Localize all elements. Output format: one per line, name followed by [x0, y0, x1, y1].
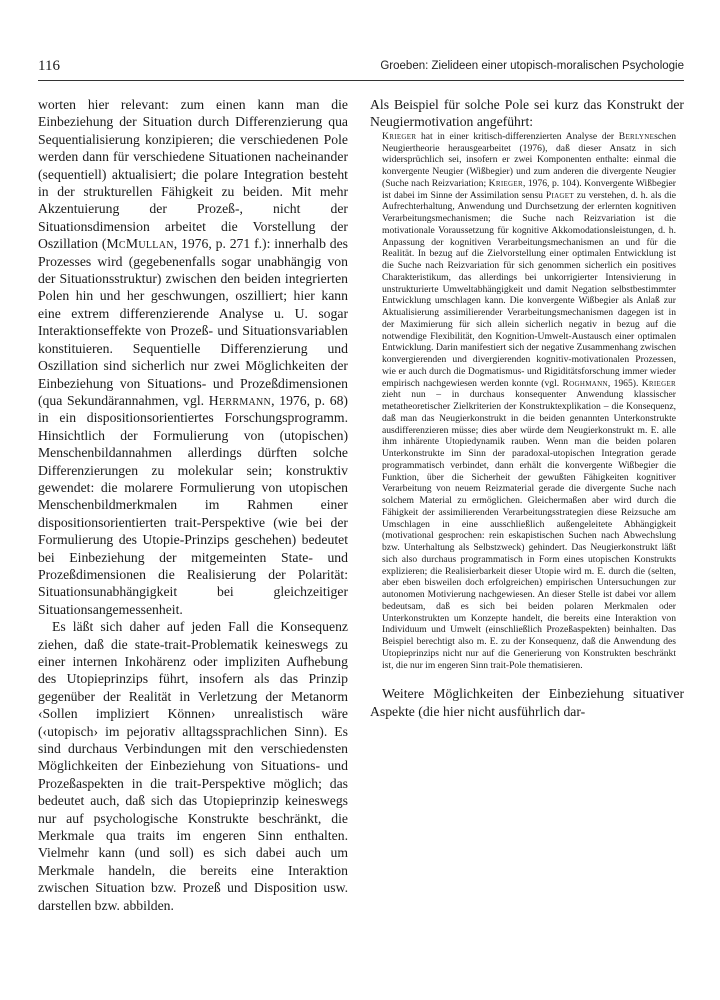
text-run: , 1965). [607, 377, 642, 389]
block-quote [382, 131, 676, 672]
author-name: Roghmann [562, 377, 608, 389]
author-name: Krieger [382, 130, 417, 142]
author-name: Berlyne [618, 130, 655, 142]
page-number: 116 [38, 58, 60, 74]
author-name: McMullan [106, 236, 174, 252]
text-run: hat in einer kritisch-differenzierten Analyse der [416, 130, 619, 142]
text-run: schen Neugiertheorie herausgearbeitet (1976), daß dieser Ansatz in sich widersprüchlich sei, insofern er zwei Komponenten enthalte: einmal die konvergente Neugier (Wißbegier) und zum anderen die divergente Neugier (Suche nach Reizvariation; [382, 130, 676, 189]
author-name: Krieger [641, 377, 676, 389]
right-tail-paragraph: Weitere Möglichkeiten der Einbeziehung situativer Aspekte (die hier nicht ausführlich dar- [370, 686, 684, 719]
text-run: zieht nun – in durchaus konsequenter Anwendung klassischer metatheoretischer Zielkriterien der Konstruktexplikation – die Konsequenz, daß man das Neugierkonstrukt in die beiden genannten Unterkonstrukte ausdifferenzieren müsse; dies aber würde dem Neugierkonstrukt m. E. alle ihm inhärente Utopiedynamik rauben. Wenn man die beiden polaren Unterkonstrukte im Sinn der paradoxal-utopischen Integration gerade programmatisch verbindet, dann erhält die konvergente Wißbegier die Funktion, über die Sicherheit der gewußten Fähigkeiten kognitiver Verarbeitung von neuem Reizmaterial gerade die divergente Suche nach solchem Material zu ermöglichen. Gleichermaßen aber wird durch die Fähigkeit der assimilierenden Verarbeitungsstrategien diese Reizsuche am Umschlagen in eine ausschließlich außengeleitete Abhängigkeit (motivational gesprochen: rein eskapistischen Suchen nach Abwechslung bzw. Unterhaltung als Selbstzweck) gehindert. Das Neugierkonstrukt läßt sich also durchaus programmatisch in Form eines utopischen Konstrukts explizieren; die Realisierbarkeit dieser Utopie wird m. E. durch die (selten, aber eben bisweilen doch erfolgreichen) empirischen Untersuchungen zur autonomen Motivierung nachgewiesen. An dieser Stelle ist dabei vor allem bedeutsam, daß es sich bei beiden polaren Merkmalen oder Unterkonstrukten um Konzepte handelt, die bereits eine Interaktion von Individuum und Umwelt (einschließlich Prozeßaspekten) beinhalten. Das Beispiel berechtigt also m. E. zu der Konsequenz, daß die Anwendung des Utopieprinzips nicht nur auf die Generierung von Konstrukten beschränkt ist, die nur im engeren Sinn trait-Pole thematisieren. [382, 389, 676, 671]
right-column [370, 96, 684, 720]
left-column [38, 96, 348, 914]
author-name: Herrmann [208, 392, 272, 408]
text-run: , 1976, p. 271 f.): innerhalb des Prozesses wird (gegebenenfalls sogar unabhängig von der Situationsstruktur) zwischen den beiden integrierten Polen hin und her geschwungen, oszilliert; hier kann eine extrem differenzierende Analyse u. U. sogar Interaktionseffekte von Prozeß- und Situationsvariablen konstituieren. Sequentielle Differenzierung und Oszillation sind sicherlich nur zwei Möglichkeiten der Einbeziehung von Situations- und Prozeßdimensionen (qua Sekundärannahmen, vgl. [38, 236, 348, 408]
text-run: worten hier relevant: zum einen kann man die Einbeziehung der Situation durch Differenzierung qua Sequentialisierung konzipieren; die verschiedenen Pole werden dann für verschiedene Situationen nacheinander (sequentiell) aktualisiert; die polare Integration besteht in der strukturellen Fähigkeit zu beiden. Mit mehr Akzentuierung der Prozeß-, nicht der Situationsdimension arbeitet die Vorstellung der Oszillation ( [38, 97, 348, 252]
running-head: Groeben: Zielideen einer utopisch-moralischen Psychologie [380, 60, 684, 72]
text-run: zu verstehen, d. h. als die Aufrechterhaltung, Anwendung und Durchsetzung der erlernten kognitiven Verarbeitungsmechanismen; die Suche nach Reizvariation ist die motivationale Voraussetzung für kognitive Akkomodationsleistungen, d. h. Anpassung der kognitiven Verarbeitungsmechanismen an und für die Realität. In bezug auf die Zielvorstellung einer optimalen Entwicklung ist die Suche nach Reizvariation für sich genommen sicherlich ein positives Charakteristikum, das allerdings bei unkorrigierter Intensivierung in unstrukturierte Umweltabhängigkeit und damit Negation selbstbestimmter Entwicklung umschlagen kann. Die konvergente Wißbegier als Anlaß zur Aktualisierung assimilierender Verarbeitungsmechanismen dagegen ist in der Maximierung für sich allein sicherlich negativ in bezug auf die notwendige Flexibilität, den Kognition-Umwelt-Austausch einer optimalen Entwicklung. Darin manifestiert sich der negative Zusammenhang zwischen konvergierenden und divergierenden kognitiv-motivationalen Prozessen, wie er auch durch die Dogmatismus- und Rigiditätsforschung immer wieder empirisch nachgewiesen werden konnte (vgl. [382, 189, 676, 389]
text-run: , 1976, p. 104). Konvergente Wißbegier ist dabei im Sinne der Assimilation sensu [382, 177, 676, 201]
left-paragraph-1 [38, 96, 348, 618]
left-paragraph-2: Es läßt sich daher auf jeden Fall die Konsequenz ziehen, daß die state-trait-Problematik keineswegs zu einer internen Inkohärenz oder impliziten Aufhebung des Utopieprinzips führt, insofern als das Prinzip gegenüber der Realität in Verletzung der Metanorm ‹Sollen impliziert Können› unrealistisch wäre (‹utopisch› im pejorativ alltagssprachlichen Sinn). Es sind durchaus Verbindungen mit den verschiedensten Möglichkeiten der Einbeziehung von Situations- und Prozeßaspekten in die trait-Perspektive möglich; das bedeutet auch, daß sich das Utopieprinzip keineswegs nur auf psychologische Konstrukte beschränkt, die Merkmale qua traits im engeren Sinn enthalten. Vielmehr kann (und soll) es sich dabei auch um Merkmale handeln, die bereits eine Interaktion zwischen Situation bzw. Prozeß und Disposition usw. darstellen bzw. abbilden. [38, 619, 348, 913]
right-lead-paragraph: Als Beispiel für solche Pole sei kurz das Konstrukt der Neugiermotivation angeführt: [370, 97, 684, 130]
header-rule [38, 80, 684, 81]
author-name: Krieger [488, 177, 523, 189]
page-header [38, 58, 684, 80]
author-name: Piaget [545, 189, 574, 201]
text-run: , 1976, p. 68) in ein dispositionsorientiertes Forschungsprogramm. Hinsichtlich der Formulierung von (utopischen) Menschenbildannahmen allerdings dürften solche Differenzierungen zu molekular sein; konstruktiv gewendet: die molarere Formulierung von utopischen Menschenbildmerkmalen im Rahmen einer dispositionsorientierten trait-Perspektive (wie bei der Formulierung des Utopie-Prinzips geschehen) bedeutet bei Einbeziehung der mitgemeinten State- und Prozeßdimensionen die Realisierung der Polarität: Situationsunabhängigkeit bei gleichzeitiger Situationsangemessenheit. [38, 392, 348, 617]
quote-paragraph [382, 131, 676, 672]
